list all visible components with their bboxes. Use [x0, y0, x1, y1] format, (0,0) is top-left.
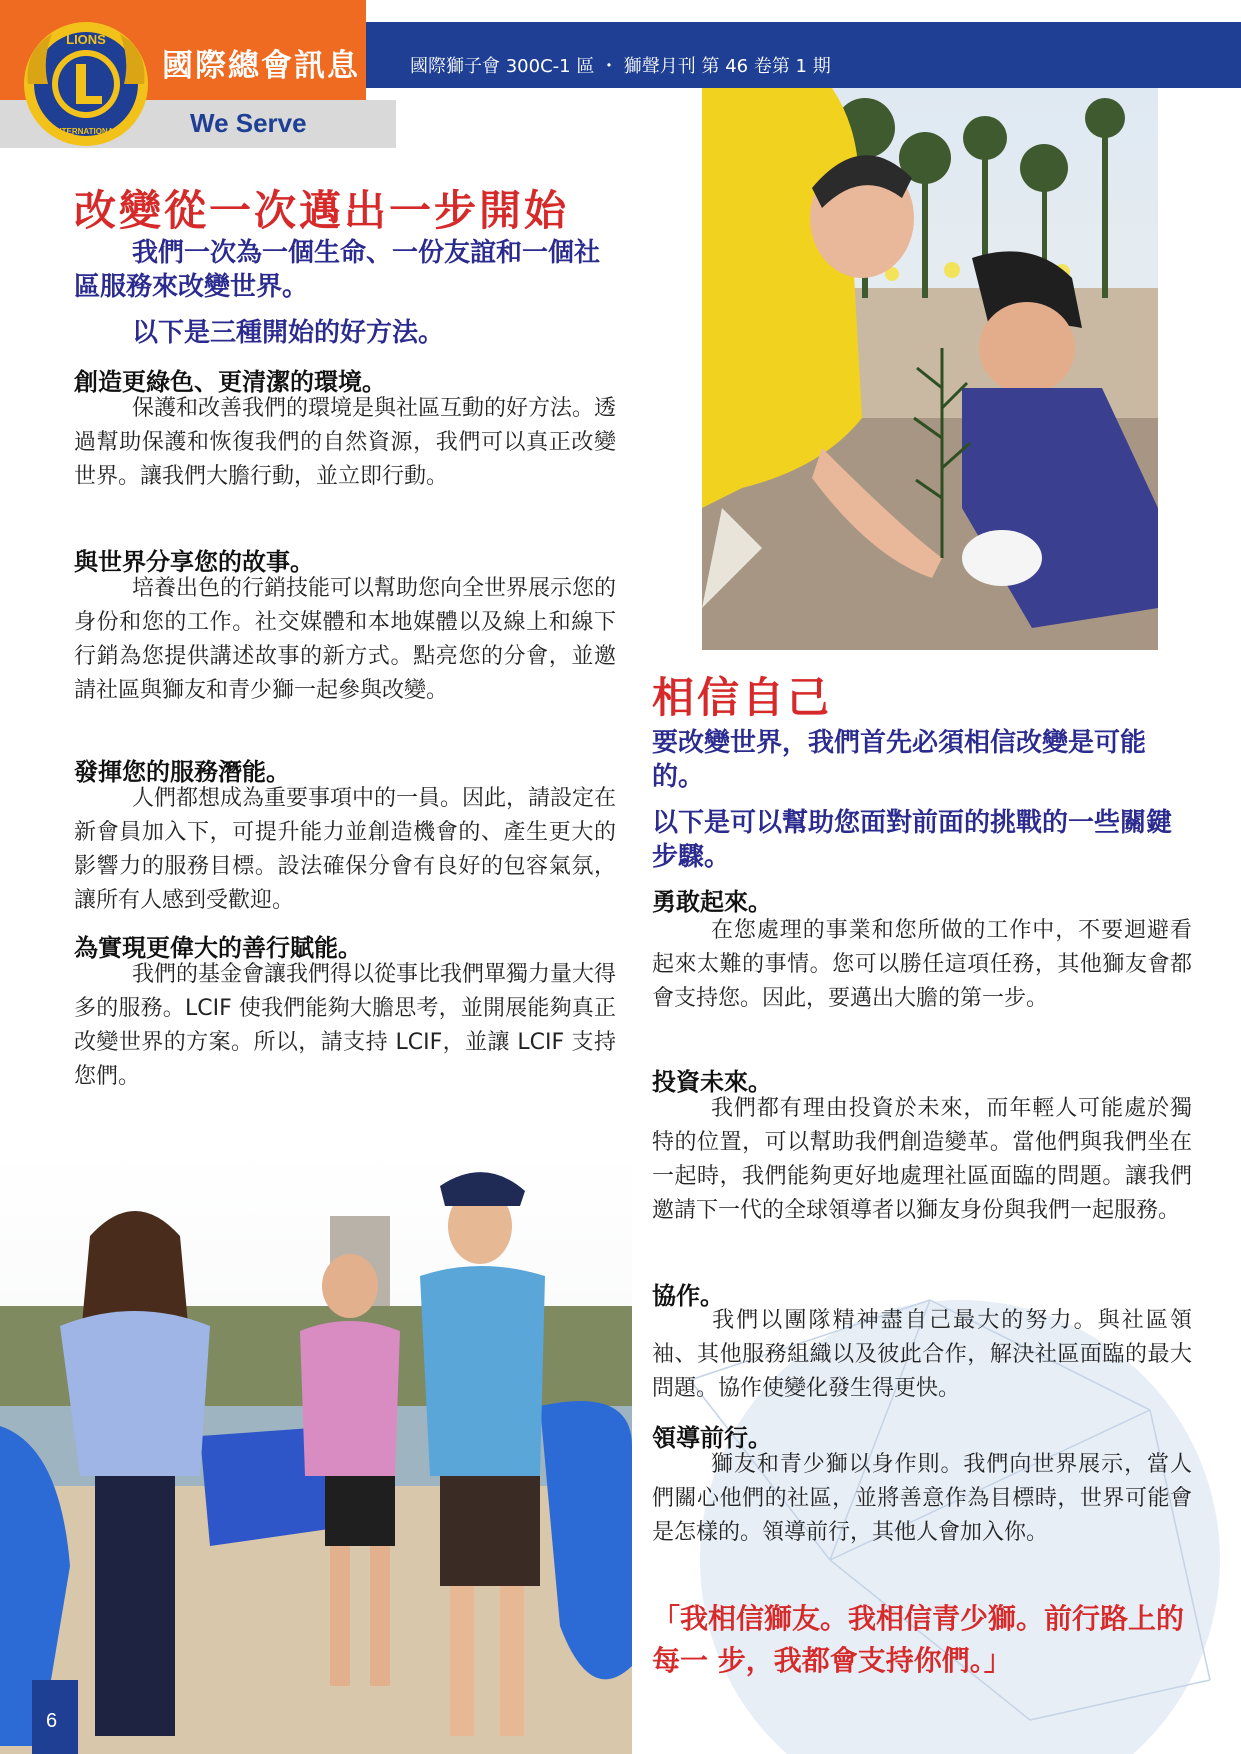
left-body-4: 我們的基金會讓我們得以從事比我們單獨力量大得多的服務。LCIF 使我們能夠大膽思考，並開展能夠真正改變世界的方案。所以，請支持 LCIF，並讓 LCIF 支持您們。 — [74, 962, 617, 1089]
svg-text:INTERNATIONAL: INTERNATIONAL — [53, 127, 119, 136]
right-body-3: 我們以團隊精神盡自己最大的努力。與社區領袖、其他服務組織以及彼此合作，解決社區面臨的最大問題。協作使變化發生得更快。 — [652, 1308, 1192, 1401]
page-number: 6 — [46, 1710, 58, 1732]
right-lead-2: 以下是可以幫助您面對前面的挑戰的一些關鍵步驟。 — [652, 808, 1173, 872]
right-title: 相信自己 — [652, 673, 833, 722]
left-body-2: 培養出色的行銷技能可以幫助您向全世界展示您的身份和您的工作。社交媒體和本地媒體以及線上和線下行銷為您提供講述故事的新方式。點亮您的分會，並邀請社區與獅友和青少獅一起參與改變。 — [74, 576, 617, 703]
right-heading-2: 投資未來。 — [652, 1068, 772, 1096]
left-heading-1: 創造更綠色、更清潔的環境。 — [74, 368, 386, 396]
right-heading-4: 領導前行。 — [652, 1424, 772, 1452]
left-title: 改變從一次邁出一步開始 — [74, 186, 570, 235]
cleanup-photo — [0, 1146, 632, 1754]
svg-text:LIONS: LIONS — [66, 32, 106, 47]
publication-info: 國際獅子會 300C-1 區 ・ 獅聲月刊 第 46 卷第 1 期 — [410, 56, 831, 77]
section-title: 國際總會訊息 — [162, 48, 360, 84]
lions-logo-icon — [22, 20, 150, 148]
right-body-1: 在您處理的事業和您所做的工作中，不要迴避看起來太難的事情。您可以勝任這項任務，其他獅友會都會支持您。因此，要邁出大膽的第一步。 — [652, 918, 1192, 1011]
left-heading-2: 與世界分享您的故事。 — [74, 548, 314, 576]
right-heading-1: 勇敢起來。 — [652, 888, 772, 916]
closing-quote: 「我相信獅友。我相信青少獅。前行路上的每一 步，我都會支持你們。」 — [652, 1602, 1185, 1677]
tree-planting-photo — [702, 88, 1158, 650]
left-lead-1: 我們一次為一個生命、一份友誼和一個社區服務來改變世界。 — [74, 238, 601, 302]
left-heading-4: 為實現更偉大的善行賦能。 — [74, 934, 362, 962]
motto: We Serve — [190, 108, 307, 138]
right-body-2: 我們都有理由投資於未來，而年輕人可能處於獨特的位置，可以幫助我們創造變革。當他們與我們坐在一起時，我們能夠更好地處理社區面臨的問題。讓我們邀請下一代的全球領導者以獅友身份與我們一起服務。 — [652, 1096, 1192, 1223]
right-body-4: 獅友和青少獅以身作則。我們向世界展示，當人們關心他們的社區，並將善意作為目標時，世界可能會是怎樣的。領導前行，其他人會加入你。 — [652, 1452, 1192, 1545]
left-body-1: 保護和改善我們的環境是與社區互動的好方法。透過幫助保護和恢復我們的自然資源，我們可以真正改變世界。讓我們大膽行動，並立即行動。 — [74, 396, 617, 489]
left-lead-2: 以下是三種開始的好方法。 — [132, 318, 445, 348]
left-body-3: 人們都想成為重要事項中的一員。因此，請設定在新會員加入下，可提升能力並創造機會的、產生更大的影響力的服務目標。設法確保分會有良好的包容氣氛，讓所有人感到受歡迎。 — [74, 786, 617, 913]
left-heading-3: 發揮您的服務潛能。 — [74, 758, 290, 786]
right-lead-1: 要改變世界，我們首先必須相信改變是可能的。 — [652, 728, 1147, 792]
right-heading-3: 協作。 — [652, 1282, 724, 1310]
